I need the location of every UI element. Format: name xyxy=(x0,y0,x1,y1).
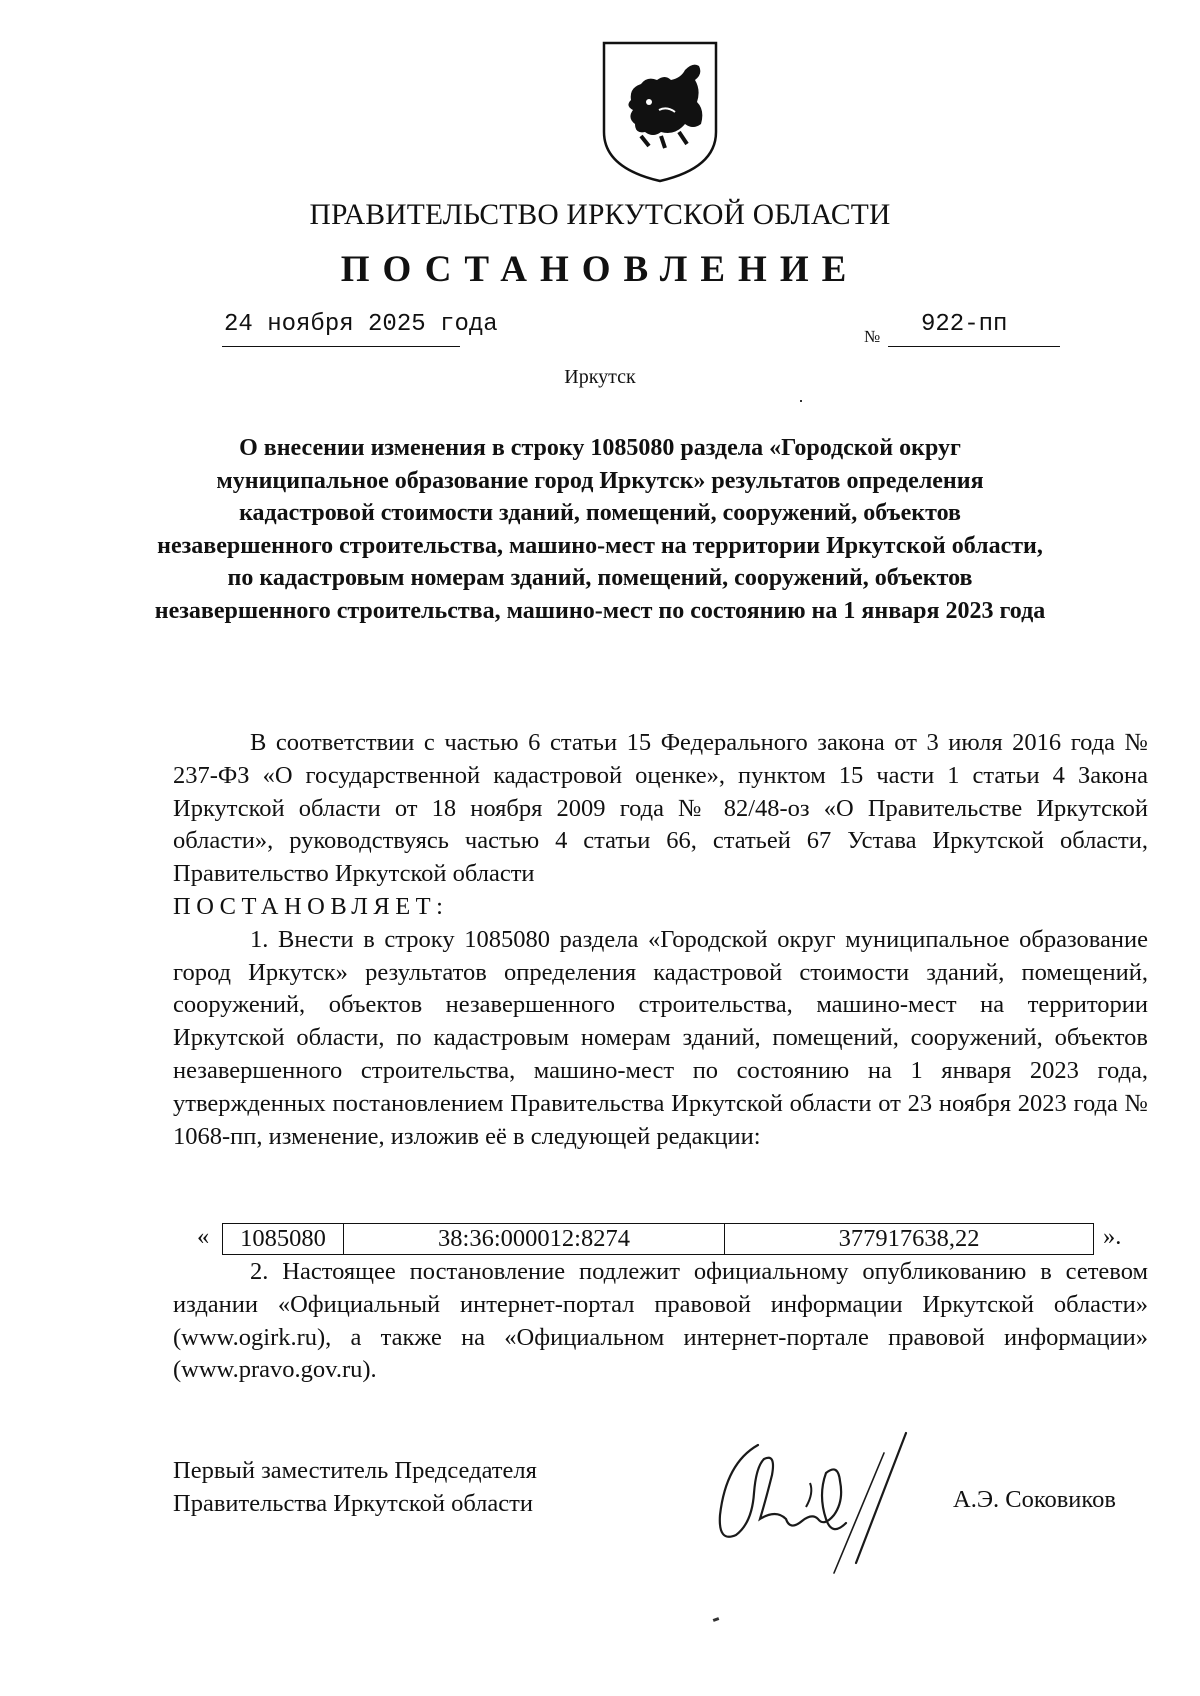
item-1: 1. Внести в строку 1085080 раздела «Городской округ муниципальное образование город Иркутск» результатов определения кадастровой стоимости зданий, помещений, сооружений, объектов незавершенного строительства, машино-мест на территории Иркутской области, по кадастровым номерам зданий, помещений, сооружений, объектов незавершенного строительства, машино-мест по состоянию на 1 января 2023 года, утвержденных постановлением Правительства Иркутской области от 23 ноября 2023 года № 1068-пп, изменение, изложив её в следующей редакции: xyxy=(173,925,1148,1150)
item-2: 2. Настоящее постановление подлежит официальному опубликованию в сетевом издании «Официальный интернет-портал правовой информации Иркутской области» (www.ogirk.ru), а также на «Официальном интернет-портале правовой информации» (www.pravo.gov.ru). xyxy=(173,1258,1148,1384)
date-underline xyxy=(222,346,460,347)
amended-row xyxy=(197,1223,1137,1255)
row-table xyxy=(222,1223,1094,1255)
row-line-number: 1085080 xyxy=(223,1224,344,1254)
document-number: 922-пп xyxy=(921,311,1008,338)
organization-name: ПРАВИТЕЛЬСТВО ИРКУТСКОЙ ОБЛАСТИ xyxy=(309,199,891,231)
row-cadastral-number: 38:36:000012:8274 xyxy=(344,1224,725,1254)
signer-position-line1: Первый заместитель Председателя xyxy=(173,1457,537,1484)
city: Иркутск xyxy=(564,366,636,388)
signer-position xyxy=(173,1455,537,1520)
row-cadastral-value: 377917638,22 xyxy=(838,1225,980,1252)
document-type: ПОСТАНОВЛЕНИЕ xyxy=(340,249,860,290)
signer-position-line2: Правительства Иркутской области xyxy=(173,1489,533,1517)
scan-mark xyxy=(713,1617,720,1622)
close-quote: ». xyxy=(1103,1223,1122,1250)
preamble: В соответствии с частью 6 статьи 15 Федерального закона от 3 июля 2016 года № 237-ФЗ «О государственной кадастровой оценке», пунктом 15 части 1 статьи 4 Закона Иркутской области от 18 ноября 2009 года № 82/48-оз «О Правительстве Иркутской области», руководствуясь частью 4 статьи 66, статьей 67 Устава Иркутской области, Правительство Иркутской области xyxy=(173,729,1148,888)
number-sign: № xyxy=(864,327,881,346)
number-underline xyxy=(888,346,1060,347)
signer-name: А.Э. Соковиков xyxy=(953,1486,1116,1513)
scan-speck xyxy=(800,400,802,402)
open-quote: « xyxy=(197,1223,210,1250)
decree-word: ПОСТАНОВЛЯЕТ: xyxy=(173,892,449,920)
document-body xyxy=(173,727,1148,1153)
coat-of-arms-icon xyxy=(601,40,719,184)
document-body-continued xyxy=(173,1256,1148,1387)
handwritten-signature-icon xyxy=(706,1423,926,1578)
document-date: 24 ноября 2025 года xyxy=(224,311,498,338)
document-title: О внесении изменения в строку 1085080 раздела «Городской округ муниципальное образование город Иркутск» результатов определения кадастровой стоимости зданий, помещений, сооружений, объектов незавершенного строительства, машино-мест на территории Иркутской области, по кадастровым номерам зданий, помещений, сооружений, объектов незавершенного строительства, машино-мест по состоянию на 1 января 2023 года xyxy=(154,435,1046,624)
